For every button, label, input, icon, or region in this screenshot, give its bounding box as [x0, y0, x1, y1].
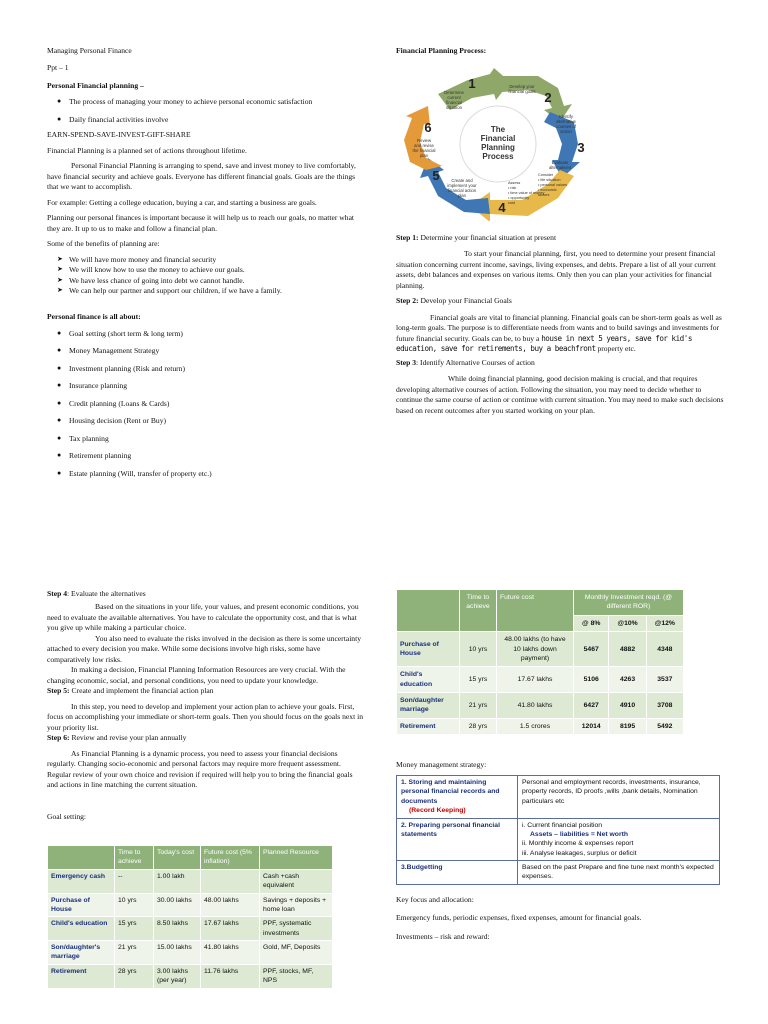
step6-title: Review and revise your plan annually: [69, 733, 187, 743]
table-header: @ 8%: [574, 615, 609, 631]
table-cell: 1.00 lakh: [154, 869, 201, 893]
step5-label: Step 5:: [47, 686, 70, 696]
key-focus: Key focus and allocation:: [396, 895, 474, 904]
table-header: Time to achieve: [460, 590, 497, 632]
paragraph: In making a decision, Financial Planning Information Resources are very crucial. With the changing economic, social, and personal conditions, you need to update your knowledge.: [47, 665, 346, 685]
diagram-label: financial: [446, 100, 462, 105]
table-cell: PPF, stocks, MF, NPS: [260, 964, 333, 988]
diagram-label: • time value of money: [508, 191, 545, 195]
step6-label: Step 6:: [47, 733, 70, 743]
table-cell: 30.00 lakhs: [154, 893, 201, 917]
pf-items: [47, 329, 365, 479]
diagram-label: and revise: [414, 143, 434, 148]
table-cell: 1.5 crores: [497, 718, 574, 734]
paragraph: Financial Planning is a planned set of actions throughout lifetime.: [47, 145, 247, 155]
table-cell: Purchase of House: [397, 632, 460, 667]
diagram-label: plan: [419, 153, 429, 158]
diagram-label: • opportunity: [508, 196, 530, 200]
table-cell: PPF, systematic investments: [260, 917, 333, 941]
step3-title: : Identify Alternative Courses of action: [416, 357, 535, 367]
key-focus-text: Emergency funds, periodic expenses, fixed expenses, amount for financial goals.: [396, 913, 642, 923]
diagram-label: alternative: [556, 119, 576, 124]
step5-heading: [47, 686, 365, 696]
step4-heading: [47, 589, 365, 599]
table-cell: 8195: [609, 718, 646, 734]
step5-title: Create and implement the financial action plan: [69, 686, 214, 696]
table-header-row: [48, 846, 333, 870]
table-cell: Son/daughter marriage: [397, 693, 460, 719]
mm-key: 1. Storing and maintaining personal financial records and documents: [401, 779, 500, 805]
table-cell: 28 yrs: [115, 964, 154, 988]
benefits-list: [47, 255, 365, 297]
right-tail: [396, 895, 726, 947]
list-item: ➤ We will know how to use the money to achieve our goals.: [47, 265, 365, 275]
table-row: [397, 693, 684, 719]
table-cell: 4348: [646, 632, 683, 667]
list-item: ➤ We can help our partner and support our children, if we have a family.: [47, 286, 365, 296]
table-header: Planned Resource: [260, 846, 333, 870]
doc-title: Managing Personal Finance: [47, 46, 132, 55]
table-cell: 5106: [574, 667, 609, 693]
table-cell: 10 yrs: [115, 893, 154, 917]
table-row: [397, 776, 720, 819]
step2-heading: [396, 296, 726, 306]
table-row: [48, 964, 333, 988]
step2-label: Step 2:: [396, 296, 419, 306]
table-header: [397, 590, 460, 632]
paragraph: Personal Financial Planning is arranging to spend, save and invest money to live comfortably, have financial security and achieve goals. Everyone has different financial goals. Goals are the things that we want to accomplish.: [47, 161, 356, 192]
right-column: [396, 46, 726, 61]
diagram-label: Consider: [538, 173, 554, 177]
diagram-label: the financial: [412, 148, 436, 153]
diagram-center-line: The: [490, 125, 506, 134]
diagram-label: • personal values: [538, 183, 567, 187]
paragraph: In this step, you need to develop and implement your action plan to achieve your goals. First, focus on accomplishing your immediate or short-term goals. Then you should focus on the goals next in your priority list.: [47, 701, 363, 732]
table-cell: 4910: [609, 693, 646, 719]
step6-heading: [47, 733, 365, 743]
pfp-heading: Personal Financial planning –: [47, 80, 144, 90]
step1-title: Determine your financial situation at present: [418, 233, 557, 242]
table-header: @12%: [646, 615, 683, 631]
table-cell: Son/daughter's marriage: [48, 941, 115, 965]
money-management-table: [396, 775, 720, 885]
list-item: ● Housing decision (Rent or Buy): [47, 416, 365, 426]
paragraph: Planning our personal finances is important because it will help us to reach our goals, no matter what they are. It up to us to make and follow a financial plan.: [47, 213, 355, 233]
paragraph: To start your financial planning, first, you need to determine your present financial situation concerning current income, savings, living expenses, and debts. Prepare a list of all your current assets, debt balances and expenses on various items. Only then you can plan your activities for financial planning.: [396, 249, 716, 290]
table-cell: 4882: [609, 632, 646, 667]
table-cell: Personal and employment records, investments, insurance, property records, ID proofs ,wills ,bank details, Nomination particulars etc: [518, 776, 720, 819]
table-cell: 15 yrs: [115, 917, 154, 941]
diagram-label: • life situation: [538, 178, 561, 182]
left-lower: [47, 589, 365, 828]
table-header: Future cost (5% inflation): [201, 846, 260, 870]
diagram-step-number: 4: [498, 200, 506, 215]
table-cell: 48.00 lakhs: [201, 893, 260, 917]
list-item: ● Estate planning (Will, transfer of property etc.): [47, 469, 365, 479]
table-row: [397, 861, 720, 885]
diagram-label: implement your: [447, 183, 477, 188]
financial-planning-process-diagram: [398, 66, 598, 221]
right-steps: [396, 233, 726, 421]
list-item: ● Money Management Strategy: [47, 346, 365, 356]
table-cell: 8.50 lakhs: [154, 917, 201, 941]
mm-label-block: [396, 760, 726, 775]
table-cell: 3708: [646, 693, 683, 719]
list-item: ● Tax planning: [47, 434, 365, 444]
table-cell: 17.67 lakhs: [201, 917, 260, 941]
list-item: ➤ We will have more money and financial security: [47, 255, 365, 265]
table-cell: Purchase of House: [48, 893, 115, 917]
step1-heading: [396, 233, 726, 243]
list-item: ● Credit planning (Loans & Cards): [47, 399, 365, 409]
diagram-label: Create and: [451, 178, 473, 183]
monthly-investment-table: [396, 589, 684, 735]
table-cell: Emergency cash: [48, 869, 115, 893]
paragraph: [396, 313, 726, 355]
list-item: ● Retirement planning: [47, 451, 365, 461]
diagram-label: financial goals: [508, 89, 536, 94]
diagram-step-number: 6: [424, 120, 432, 135]
table-cell: Retirement: [397, 718, 460, 734]
diagram-label: current: [447, 95, 461, 100]
earn-line: EARN-SPEND-SAVE-INVEST-GIFT-SHARE: [47, 130, 191, 140]
mm-line: iii. Analyse leakages, surplus or deficit: [522, 849, 637, 857]
diagram-label: financial action: [447, 188, 477, 193]
paragraph: As Financial Planning is a dynamic process, you need to assess your financial decisions regularly. Changing socio-economic and personal factors may require more frequent assessment. Regular review of your own choice and revision if required will help you to bring the financial goals and actions in line matching the current situation.: [47, 748, 353, 789]
table-cell: 15 yrs: [460, 667, 497, 693]
diagram-label: Determine: [444, 90, 464, 95]
mm-label: Money management strategy:: [396, 760, 487, 769]
diagram-label: cost: [508, 201, 515, 205]
mm-line: ii. Monthly income & expenses report: [522, 840, 634, 848]
table-cell: 6427: [574, 693, 609, 719]
table-row: [48, 893, 333, 917]
step4-title: : Evaluate the alternatives: [67, 589, 146, 598]
diagram-center-line: Financial: [480, 134, 516, 143]
table-cell: 12014: [574, 718, 609, 734]
step4-label: Step 4: [47, 589, 68, 598]
paragraph: While doing financial planning, good decision making is crucial, and that requires developing alternative courses of action. Following the situation, you may need to decide whether to continue the same course of action or continue with current situation. You may need to make such decisions based on recent outcomes after you started working on your plan.: [396, 374, 724, 415]
table-cell: 21 yrs: [115, 941, 154, 965]
pf-heading: Personal finance is all about:: [47, 312, 141, 322]
diagram-label: • risk: [508, 186, 517, 190]
table-row: [397, 718, 684, 734]
list-item: ● Daily financial activities involve: [47, 115, 365, 125]
diagram-label: Review: [416, 138, 432, 143]
table-cell: 2. Preparing personal financial statements: [397, 818, 518, 861]
step3-label: Step 3: [396, 357, 417, 367]
table-cell: Cash +cash equivalent: [260, 869, 333, 893]
list-item: ● Investment planning (Risk and return): [47, 364, 365, 374]
ppt-label: Ppt – 1: [47, 63, 69, 73]
table-cell: 41.80 lakhs: [497, 693, 574, 719]
table-cell: 3537: [646, 667, 683, 693]
step2-title: Develop your Financial Goals: [418, 296, 512, 306]
table-cell: 4263: [609, 667, 646, 693]
table-header: Time to achieve: [115, 846, 154, 870]
paragraph: For example: Getting a college education, buying a car, and starting a business are goals.: [47, 197, 317, 207]
diagram-step-number: 1: [468, 76, 476, 91]
diagram-label: Assess: [508, 181, 521, 185]
table-cell: 15.00 lakhs: [154, 941, 201, 965]
step1-label: Step 1:: [396, 233, 419, 242]
list-item: ● Goal setting (short term & long term): [47, 329, 365, 339]
step2-text: Financial goals are vital to financial planning. Financial goals can be short-term goals as well as long-term goals. The purpose is to differentiate needs from wants and to build savings and investments for future financial security. Goals can be, to buy a: [396, 312, 722, 343]
diagram-label: courses of: [556, 124, 576, 129]
table-cell: 11.76 lakhs: [201, 964, 260, 988]
table-cell: 5492: [646, 718, 683, 734]
list-item: ➤ We have less chance of going into debt we cannot handle.: [47, 276, 365, 286]
diagram-center-line: Process: [482, 152, 514, 161]
diagram-center-line: Planning: [481, 143, 515, 152]
table-row: [48, 869, 333, 893]
table-cell: 10 yrs: [460, 632, 497, 667]
table-cell: Child's education: [397, 667, 460, 693]
table-cell: Retirement: [48, 964, 115, 988]
paragraph: Some of the benefits of planning are:: [47, 239, 160, 249]
left-column: [47, 46, 365, 486]
mm-line: Assets – liabilities = Net worth: [530, 830, 629, 838]
diagram-label: factors: [538, 193, 550, 197]
table-cell: Savings + deposits + home loan: [260, 893, 333, 917]
fpp-heading: Financial Planning Process:: [396, 46, 487, 55]
table-cell: Child's education: [48, 917, 115, 941]
table-cell: 3.Budgetting: [397, 861, 518, 885]
table-row: [397, 632, 684, 667]
paragraph: Based on the situations in your life, your values, and present economic conditions, you need to evaluate the available alternatives. You have to calculate the opportunity cost, and that is what you give up while making a particular choice.: [47, 602, 359, 633]
investments-label: Investments – risk and reward:: [396, 931, 490, 941]
list-item: ● Insurance planning: [47, 381, 365, 391]
goal-setting-label: Goal setting:: [47, 812, 87, 822]
diagram-label: situation: [445, 105, 463, 110]
table-cell: 17.67 lakhs: [497, 667, 574, 693]
paragraph: You also need to evaluate the risks involved in the decision as there is some uncertainty attached to every decision you make. While some decisions involve high risks, some have comparatively low risks.: [47, 633, 362, 664]
table-cell: 5467: [574, 632, 609, 667]
table-cell: 28 yrs: [460, 718, 497, 734]
table-header: @10%: [609, 615, 646, 631]
table-cell: Based on the past Prepare and fine tune next month's expected expenses.: [518, 861, 720, 885]
step2-handwritten: house in next 5 years, save for kid's education, save for retirements, buy a beachfront: [396, 333, 692, 354]
table-cell: --: [115, 869, 154, 893]
diagram-step-number: 5: [432, 168, 440, 183]
table-cell: 3.00 lakhs (per year): [154, 964, 201, 988]
diagram-step-number: 3: [577, 140, 585, 155]
table-header: Monthly Investment reqd. (@ different ROR): [574, 590, 684, 616]
step3-heading: [396, 358, 726, 368]
table-cell: [201, 869, 260, 893]
table-row: [48, 917, 333, 941]
step2-tail: property etc.: [597, 344, 636, 354]
table-cell: [518, 818, 720, 861]
diagram-label: action: [560, 129, 572, 134]
table-cell: 48.00 lakhs (to have 10 lakhs down payment): [497, 632, 574, 667]
table-header: Future cost: [497, 590, 574, 632]
list-item: ● The process of managing your money to achieve personal economic satisfaction: [47, 97, 365, 107]
table-header-row: [397, 590, 684, 616]
table-row: [397, 818, 720, 861]
table-header: Today's cost: [154, 846, 201, 870]
diagram-step-number: 2: [544, 90, 552, 105]
mm-key-red: (Record Keeping): [409, 807, 466, 815]
table-cell: [397, 776, 518, 819]
goal-setting-table: [47, 845, 333, 989]
diagram-label: • economic: [538, 188, 557, 192]
diagram-label: alternatives: [549, 165, 571, 170]
pfp-bullets: [47, 97, 365, 125]
table-row: [397, 667, 684, 693]
diagram-label: Develop your: [509, 84, 535, 89]
table-cell: Gold, MF, Deposits: [260, 941, 333, 965]
mm-line: i. Current financial position: [522, 821, 603, 829]
table-cell: 41.80 lakhs: [201, 941, 260, 965]
table-cell: 21 yrs: [460, 693, 497, 719]
diagram-label: Identify: [559, 114, 573, 119]
table-header: [48, 846, 115, 870]
diagram-label: Evaluate: [551, 160, 569, 165]
table-row: [48, 941, 333, 965]
diagram-label: plan: [457, 193, 467, 198]
